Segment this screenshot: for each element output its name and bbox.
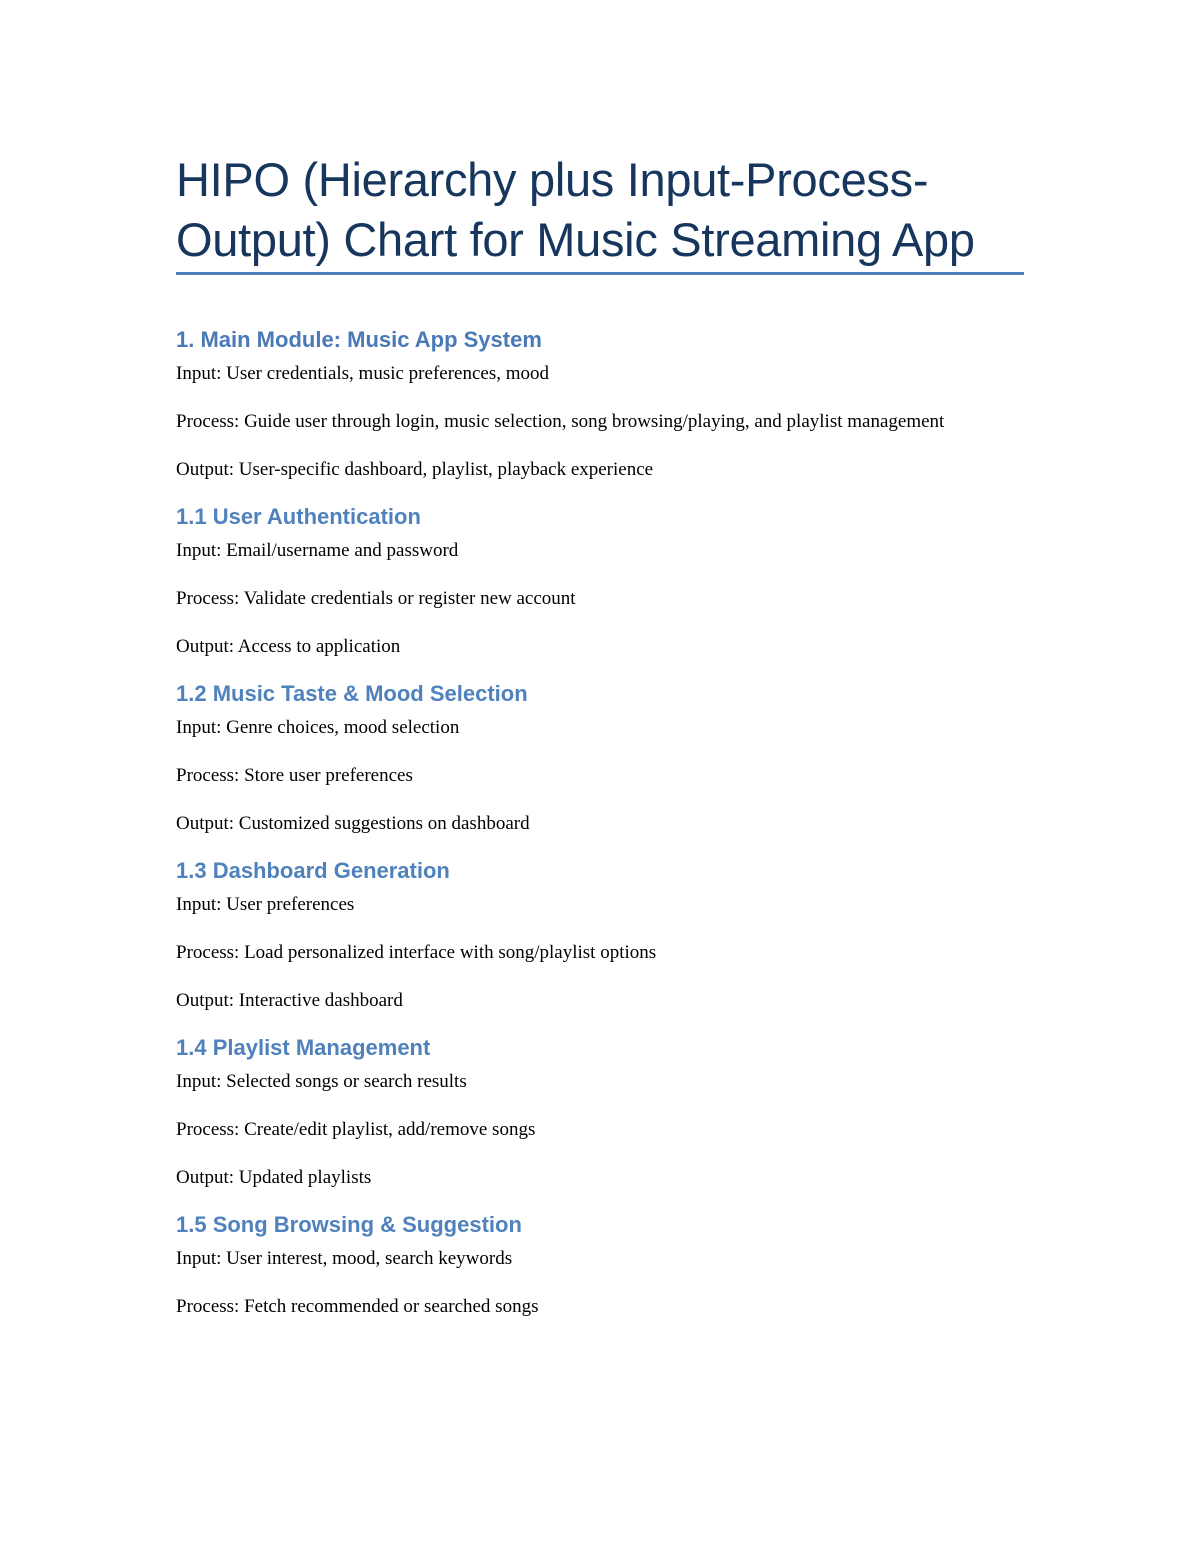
section-playlist-management: [176, 1030, 1026, 1192]
process-line: Process: Create/edit playlist, add/remove songs: [176, 1119, 536, 1140]
page-title-line-2: Output) Chart for Music Streaming App: [176, 213, 975, 266]
input-line: Input: User credentials, music preferences, mood: [176, 363, 550, 384]
section-dashboard-generation: [176, 853, 1026, 1015]
process-line: Process: Load personalized interface with song/playlist options: [176, 942, 657, 963]
process-line: Process: Fetch recommended or searched songs: [176, 1296, 539, 1317]
section-heading: 1.1 User Authentication: [176, 504, 421, 529]
input-line: Input: Selected songs or search results: [176, 1071, 467, 1092]
process-line: Process: Store user preferences: [176, 765, 413, 786]
section-heading: 1.5 Song Browsing & Suggestion: [176, 1212, 522, 1237]
input-line: Input: Email/username and password: [176, 540, 459, 561]
output-line: Output: Customized suggestions on dashboard: [176, 813, 530, 834]
section-heading: 1.2 Music Taste & Mood Selection: [176, 681, 528, 706]
document-body: [176, 322, 1026, 1340]
section-main-module: [176, 322, 1026, 484]
page-title: [176, 150, 1026, 270]
input-line: Input: User preferences: [176, 894, 355, 915]
section-heading: 1.3 Dashboard Generation: [176, 858, 450, 883]
process-line: Process: Guide user through login, music selection, song browsing/playing, and playlist management: [176, 411, 945, 432]
input-line: Input: User interest, mood, search keywords: [176, 1248, 513, 1269]
section-song-browsing: [176, 1207, 1026, 1321]
output-line: Output: Interactive dashboard: [176, 990, 403, 1011]
title-underline: [176, 272, 1024, 275]
section-music-taste-mood: [176, 676, 1026, 838]
process-line: Process: Validate credentials or register new account: [176, 588, 576, 609]
section-heading: 1.4 Playlist Management: [176, 1035, 431, 1060]
page-title-line-1: HIPO (Hierarchy plus Input-Process-: [176, 153, 929, 206]
output-line: Output: Access to application: [176, 636, 401, 657]
output-line: Output: User-specific dashboard, playlist, playback experience: [176, 459, 654, 480]
section-user-authentication: [176, 499, 1026, 661]
title-block: [176, 150, 1026, 270]
section-heading: 1. Main Module: Music App System: [176, 327, 542, 352]
output-line: Output: Updated playlists: [176, 1167, 372, 1188]
input-line: Input: Genre choices, mood selection: [176, 717, 460, 738]
